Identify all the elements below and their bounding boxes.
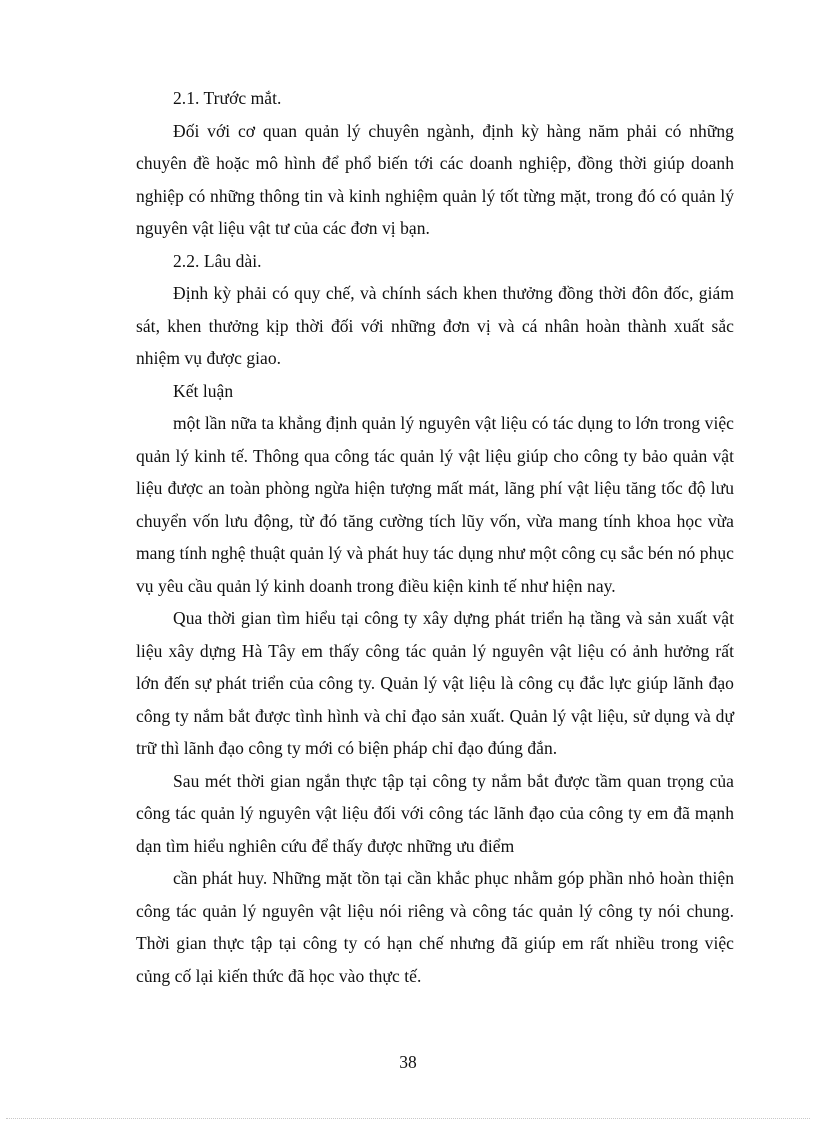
paragraph-immediate-measures: Đối với cơ quan quản lý chuyên ngành, định kỳ hàng năm phải có những chuyên đề hoặc mô hình để phổ biến tới các doanh nghiệp, đồng thời giúp doanh nghiệp có những thông tin và kinh nghiệm quản lý tốt từng mặt, trong đó có quản lý nguyên vật liệu vật tư của các đơn vị bạn. bbox=[136, 120, 734, 238]
section-heading-immediate: 2.1. Trước mắt. bbox=[173, 88, 282, 108]
paragraph-conclusion-4: cần phát huy. Những mặt tồn tại cần khắc phục nhằm góp phần nhỏ hoàn thiện công tác quản lý nguyên vật liệu nói riêng và công tác quản lý công ty nói chung. Thời gian thực tập tại công ty có hạn chế nhưng đã giúp em rất nhiều trong việc củng cố lại kiến thức đã học vào thực tế. bbox=[136, 868, 734, 986]
paragraph-conclusion-3: Sau mét thời gian ngắn thực tập tại công ty nắm bắt được tầm quan trọng của công tác quản lý nguyên vật liệu đối với công tác lãnh đạo của công ty em đã mạnh dạn tìm hiểu nghiên cứu để thấy được những ưu điểm bbox=[136, 770, 734, 856]
section-heading-long-term: 2.2. Lâu dài. bbox=[173, 250, 262, 271]
page-number: 38 bbox=[399, 1052, 417, 1072]
page-bottom-border bbox=[6, 1118, 810, 1119]
paragraph-long-term-measures: Định kỳ phải có quy chế, và chính sách khen thưởng đồng thời đôn đốc, giám sát, khen thưởng kịp thời đối với những đơn vị và cá nhân hoàn thành xuất sắc nhiệm vụ được giao. bbox=[136, 283, 734, 368]
paragraph-conclusion-1: một lần nữa ta khẳng định quản lý nguyên vật liệu có tác dụng to lớn trong việc quản lý kinh tế. Thông qua công tác quản lý vật liệu giúp cho công ty bảo quản vật liệu được an toàn phòng ngừa hiện tượng mất mát, lãng phí vật liệu tăng tốc độ lưu chuyển vốn lưu động, từ đó tăng cường tích lũy vốn, vừa mang tính khoa học vừa mang tính nghệ thuật quản lý và phát huy tác dụng như một công cụ sắc bén nó phục vụ yêu cầu quản lý kinh doanh trong điều kiện kinh tế như hiện nay. bbox=[136, 413, 734, 596]
document-body bbox=[136, 82, 734, 992]
section-heading-conclusion: Kết luận bbox=[173, 380, 234, 401]
paragraph-conclusion-2: Qua thời gian tìm hiểu tại công ty xây dựng phát triển hạ tầng và sản xuất vật liệu xây dựng Hà Tây em thấy công tác quản lý nguyên vật liệu có ảnh hưởng rất lớn đến sự phát triển của công ty. Quản lý vật liệu là công cụ đắc lực giúp lãnh đạo công ty nắm bắt được tình hình và chỉ đạo sản xuất. Quản lý vật liệu, sử dụng và dự trữ thì lãnh đạo công ty mới có biện pháp chỉ đạo đúng đắn. bbox=[136, 608, 734, 758]
